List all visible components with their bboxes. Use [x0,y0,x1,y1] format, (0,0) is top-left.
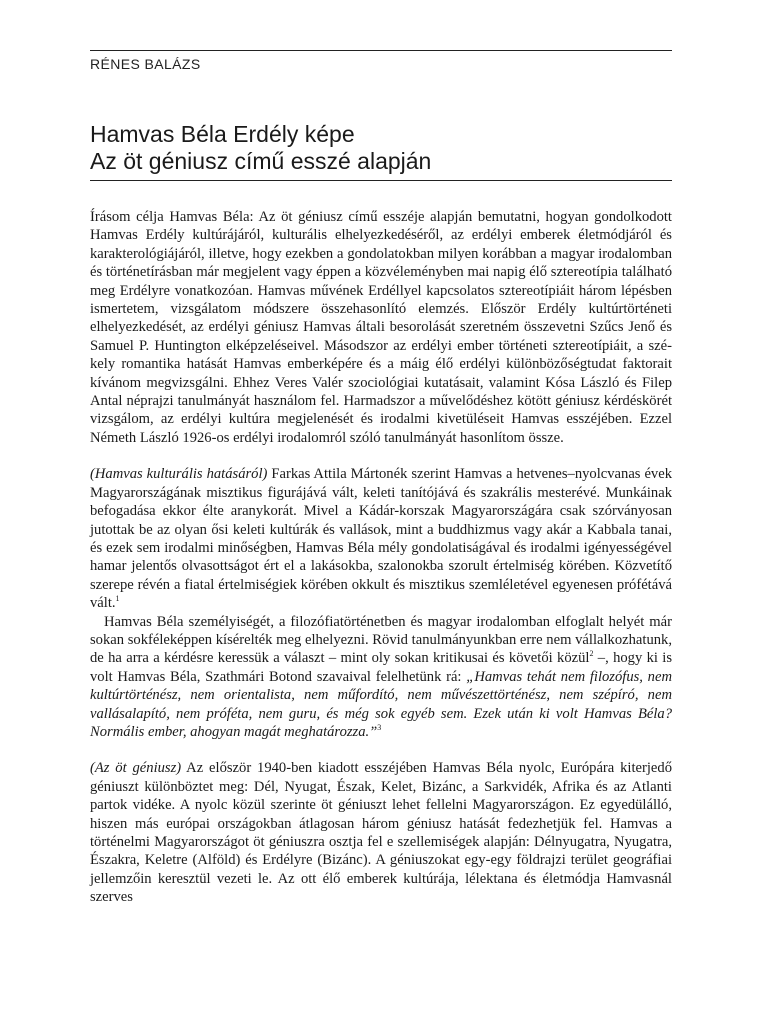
paragraph-text: Hamvas Béla személyiségét, a filozófiatörténetben és magyar irodalomban elfoglalt helyét már sokan sokféleképpen kísérelték meg elhelyezni. Rövid tanulmányunkban erre nem vállalkozhatunk, de ha arra a kérdésre keressük a választ – mint oly sokan kritikusai és követői közül [90,613,672,667]
title-line-1: Hamvas Béla Erdély képe [90,121,355,147]
title-line-2: Az öt géniusz című esszé alapján [90,148,432,174]
title-rule [90,180,672,181]
footnote-ref: 2 [589,649,594,659]
article-page [90,0,672,1024]
paragraph-personality [90,613,672,742]
section-lead-five-genius: (Az öt géniusz) [90,760,182,777]
paragraph-five-genius [90,759,672,906]
paragraph-intro: Írásom célja Hamvas Béla: Az öt géniusz című esszéje alapján bemutatni, hogyan gondolkodott Hamvas Erdély kultúrájáról, kulturális elhelyezkedéséről, az erdélyi emberek életmódjáról és karakterológiájáról, illetve, hogy ezekben a gondolatokban milyen korábban a magyar irodalomban és történetírásban már megjelent vagy éppen a közvéleményben mai napig élő sztereotípia található meg Erdélyre vonatkozóan. Hamvas művének Erdéllyel kapcsolatos sztereotípiáit három lépésben ismertetem, vizsgálatom módszere összehasonlító elemzés. Először Erdély kultúrtörténeti elhelyezkedését, az erdélyi géniusz Hamvas általi besorolását szeretném összevetni Szűcs Jenő és Samuel P. Huntington elképzeléseivel. Másodszor az erdélyi ember történeti sztereotípiáit, a székely romantika hatását Hamvas emberképére és a máig élő erdélyi különbözőségtudat faktorait kívánom megvizsgálni. Ehhez Veres Valér szociológiai kutatásait, valamint Kósa László és Filep Antal néprajzi tanulmányát használom fel. Harmadszor a művelődéshez kötött géniusz kérdéskörét vizsgálom, az erdélyi kultúra megjelenését és irodalmi kivetüléseit Hamvas esszéjében. Ezzel Németh László 1926-os erdélyi irodalomról szóló tanulmányát hasonlítom össze. [90,209,672,446]
paragraph-text: Az először 1940-ben kiadott esszéjében Hamvas Béla nyolc, Európára kiterjedő géniuszt különböztet meg: Dél, Nyugat, Észak, Kelet, Bizánc, a Sarkvidék, Afrika és az Atlanti partok vidéke. A nyolc közül szerinte öt géniuszt lehet fellelni Magyarországon. Ez egyedülálló, hiszen más európai országokban átlagosan három géniusz hatását fedezhetjük fel. Hamvas a történelmi Magyarországot öt géniuszra osztja fel e szellemiségek alapján: Délnyugatra, Nyugatra, Északra, Keletre (Alföld) és Erdélyre (Bizánc). A géniuszokat egy-egy földrajzi terület geográfiai jellemzőin keresztül vezeti le. Az ott élő emberek kultúrája, lélektana és életmódja Hamvasnál szerves [90,760,672,906]
article-title [90,121,672,175]
footnote-ref: 3 [377,723,382,733]
running-head-author: RÉNES BALÁZS [90,56,201,72]
paragraph-text: Farkas Attila Mártonék szerint Hamvas a hetvenes–nyolcvanas évek Magyarországának misztikus figurájává vált, keleti tanítójává és szakrális mesterévé. Munkáinak befogadása ekkor élte aranykorát. Mivel a Kádár-korszak Magyarországára csak szórványosan jutottak be az olyan ősi keleti kultúrák és vallások, mint a buddhizmus vagy akár a Kabbala tanai, és ezek sem irodalmi minőségben, Hamvas Béla mély gondolatiságával és irodalmi igényességével hamar jelentős olvasottságot ért el a lakásokba, szalonokba szorult értelmiség körében. Közvetítő szerepe révén a fiatal értelmiségiek körében okkult és misztikus szemléletével egyenesen prófétává vált. [90,466,672,612]
article-body [90,208,672,907]
footnote-ref: 1 [115,594,120,604]
quotation: „Hamvas tehát nem filozófus, nem kultúrtörténész, nem orientalista, nem műfordító, nem művészettörténész, nem szépíró, nem vallásalapító, nem próféta, nem guru, és még sok egyéb sem. Ezek után ki volt Hamvas Béla? Normális ember, ahogyan magát meghatározza.” [90,668,672,740]
paragraph-cultural-influence [90,465,672,612]
paragraph-text: –, hogy ki is volt Hamvas Béla, Szathmári Botond szavaival felelhetünk rá: [90,650,673,685]
section-lead-cultural-influence: (Hamvas kulturális hatásáról) [90,466,268,483]
header-rule [90,50,672,51]
